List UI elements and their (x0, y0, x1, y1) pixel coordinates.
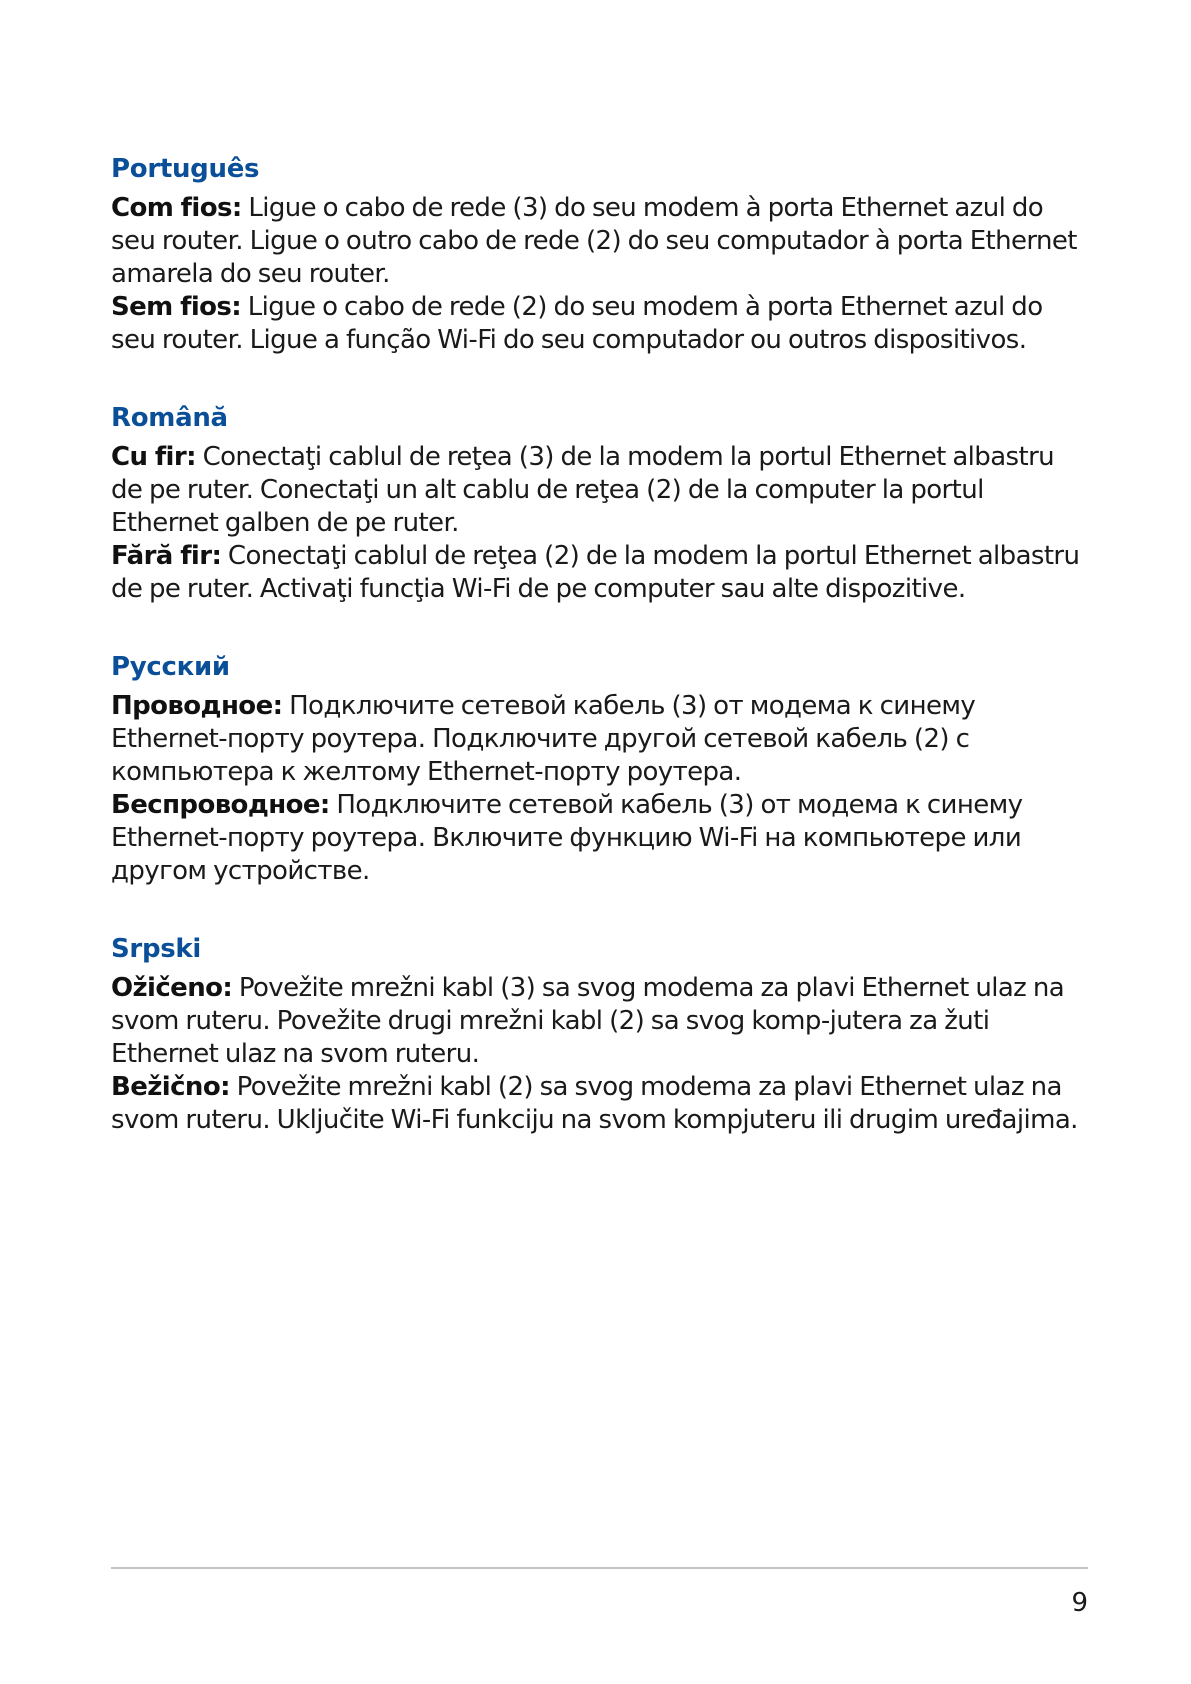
section-portugues (111, 152, 1091, 357)
section-title: Srpski (111, 934, 202, 964)
paragraph-text: Povežite mrežni kabl (3) sa svog modema za plavi Ethernet ulaz na svom ruteru. Povežite drugi mrežni kabl (2) sa svog komp-jutera za žuti Ethernet ulaz na svom ruteru. (111, 973, 1065, 1069)
paragraph-text: Ligue o cabo de rede (3) do seu modem à porta Ethernet azul do seu router. Ligue o outro cabo de rede (2) do seu computador à porta Ethernet amarela do seu router. (111, 193, 1077, 289)
paragraph-wireless (111, 291, 1091, 357)
paragraph-text: Povežite mrežni kabl (2) sa svog modema za plavi Ethernet ulaz na svom ruteru. Uključite Wi-Fi funkciju na svom kompjuteru ili drugim uređajima. (111, 1072, 1078, 1135)
section-title: Português (111, 154, 260, 184)
paragraph-label: Com fios: (111, 193, 242, 223)
paragraph-label: Fără fir: (111, 541, 222, 571)
paragraph-wired (111, 972, 1091, 1071)
section-title: Русский (111, 652, 230, 682)
paragraph-text: Ligue o cabo de rede (2) do seu modem à porta Ethernet azul do seu router. Ligue a função Wi-Fi do seu computador ou outros dispositivos. (111, 292, 1043, 355)
paragraph-label: Cu fir: (111, 442, 196, 472)
section-title: Română (111, 403, 228, 433)
paragraph-wired (111, 690, 1091, 789)
footer-divider (111, 1567, 1088, 1569)
paragraph-text: Подключите сетевой кабель (3) от модема к синему Ethernet-порту роутера. Включите функцию Wi-Fi на компьютере или другом устройстве. (111, 790, 1023, 886)
paragraph-label: Sem fios: (111, 292, 242, 322)
paragraph-wireless (111, 789, 1091, 888)
section-russkiy (111, 650, 1091, 888)
paragraph-text: Conectaţi cablul de reţea (2) de la modem la portul Ethernet albastru de pe ruter. Activaţi funcţia Wi-Fi de pe computer sau alte dispozitive. (111, 541, 1080, 604)
paragraph-label: Bežično: (111, 1072, 230, 1102)
section-romana (111, 401, 1091, 606)
paragraph-label: Ožičeno: (111, 973, 233, 1003)
paragraph-wired (111, 441, 1091, 540)
page-number: 9 (1071, 1588, 1088, 1618)
paragraph-wired (111, 192, 1091, 291)
page-content (111, 152, 1091, 1137)
paragraph-wireless (111, 1071, 1091, 1137)
paragraph-text: Conectaţi cablul de reţea (3) de la modem la portul Ethernet albastru de pe ruter. Conectaţi un alt cablu de reţea (2) de la computer la portul Ethernet galben de pe ruter. (111, 442, 1055, 538)
paragraph-wireless (111, 540, 1091, 606)
section-srpski (111, 932, 1091, 1137)
paragraph-label: Проводное: (111, 691, 283, 721)
paragraph-label: Беспроводное: (111, 790, 330, 820)
paragraph-text: Подключите сетевой кабель (3) от модема к синему Ethernet-порту роутера. Подключите другой сетевой кабель (2) с компьютера к желтому Ethernet-порту роутера. (111, 691, 976, 787)
